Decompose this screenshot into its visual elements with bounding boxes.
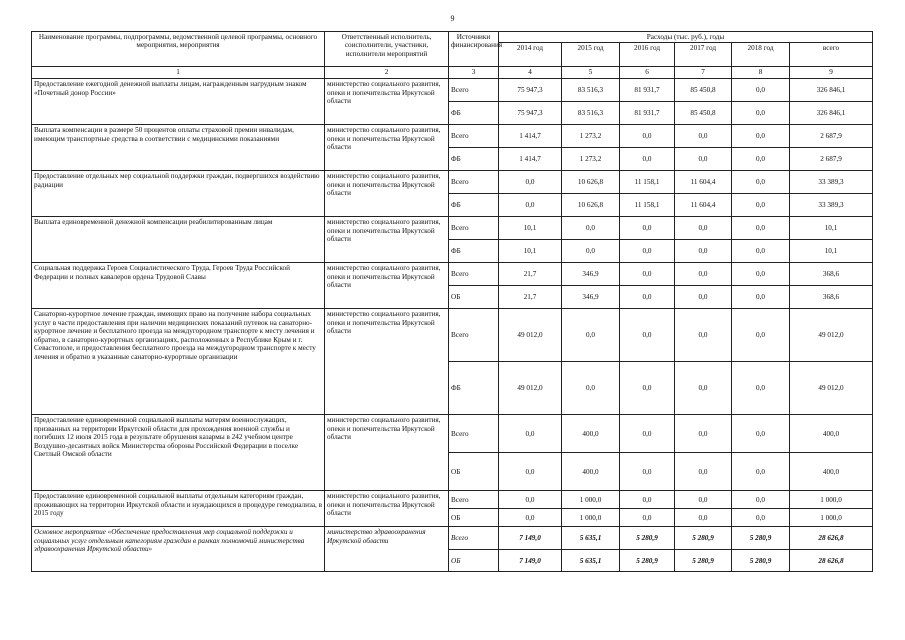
- year-value: 49 012,0: [499, 309, 562, 362]
- year-value: 0,0: [499, 453, 562, 491]
- year-value: 0,0: [499, 491, 562, 509]
- year-value: 400,0: [562, 415, 620, 453]
- year-value: 1 000,0: [562, 491, 620, 509]
- measure-name: Выплата компенсации в размере 50 процентов оплаты страховой премии инвалидам, имеющим транспортные средства в соответствии с медицинскими показаниями: [32, 125, 325, 171]
- total-value: 368,6: [790, 263, 873, 286]
- year-value: 0,0: [675, 263, 732, 286]
- table-row: [32, 415, 873, 453]
- year-value: 0,0: [562, 309, 620, 362]
- funding-source: Всего: [449, 217, 499, 240]
- funding-source: ОБ: [449, 286, 499, 309]
- total-value: 10,1: [790, 217, 873, 240]
- measure-name: Выплата единовременной денежной компенсации реабилитированным лицам: [32, 217, 325, 263]
- year-value: 0,0: [562, 362, 620, 415]
- year-value: 0,0: [732, 102, 790, 125]
- year-value: 0,0: [732, 286, 790, 309]
- measure-name: Социальная поддержка Героев Социалистического Труда, Героев Труда Российской Федерации и полных кавалеров ордена Трудовой Славы: [32, 263, 325, 309]
- table-row: [32, 527, 873, 550]
- column-number: 3: [449, 67, 499, 79]
- year-value: 5 280,9: [732, 527, 790, 550]
- year-value: 0,0: [732, 217, 790, 240]
- year-value: 0,0: [732, 79, 790, 102]
- year-value: 1 414,7: [499, 125, 562, 148]
- year-value: 0,0: [620, 362, 675, 415]
- measure-name: Предоставление ежегодной денежной выплаты лицам, награжденным нагрудным знаком «Почетный донор России»: [32, 79, 325, 125]
- year-value: 0,0: [620, 491, 675, 509]
- year-value: 0,0: [732, 240, 790, 263]
- table-row: [32, 491, 873, 509]
- year-value: 0,0: [620, 240, 675, 263]
- funding-source: ФБ: [449, 148, 499, 171]
- measure-name: Предоставление отдельных мер социальной поддержки граждан, подвергшихся воздействию радиации: [32, 171, 325, 217]
- funding-source: Всего: [449, 125, 499, 148]
- table-row: [32, 263, 873, 286]
- year-value: 75 947,3: [499, 102, 562, 125]
- year-value: 0,0: [675, 240, 732, 263]
- total-value: 10,1: [790, 240, 873, 263]
- year-value: 0,0: [620, 217, 675, 240]
- column-number: 9: [790, 67, 873, 79]
- total-value: 326 846,1: [790, 79, 873, 102]
- executor: министерство социального развития, опеки и попечительства Иркутской области: [325, 79, 449, 125]
- page-number: 9: [450, 14, 455, 23]
- year-value: 10,1: [499, 217, 562, 240]
- year-value: 21,7: [499, 286, 562, 309]
- funding-source: ОБ: [449, 550, 499, 572]
- header-name: Наименование программы, подпрограммы, ведомственной целевой программы, основного мероприятия, мероприятия: [32, 32, 325, 67]
- year-value: 11 158,1: [620, 194, 675, 217]
- measure-name: Основное мероприятие «Обеспечение предоставления мер социальной поддержки и социальных услуг отдельным категориям граждан в рамках полномочий министерства здравоохранения Иркутской области»: [32, 527, 325, 572]
- funding-source: ФБ: [449, 240, 499, 263]
- column-number: 2: [325, 67, 449, 79]
- year-value: 0,0: [675, 125, 732, 148]
- year-value: 10,1: [499, 240, 562, 263]
- header-year: 2014 год: [499, 43, 562, 67]
- year-value: 0,0: [620, 125, 675, 148]
- year-value: 0,0: [620, 453, 675, 491]
- executor: министерство социального развития, опеки и попечительства Иркутской области: [325, 491, 449, 527]
- year-value: 1 273,2: [562, 148, 620, 171]
- year-value: 11 604,4: [675, 194, 732, 217]
- year-value: 0,0: [732, 491, 790, 509]
- column-number: 6: [620, 67, 675, 79]
- measure-name: Санаторно-курортное лечение граждан, имеющих право на получение набора социальных услуг в части предоставления при наличии медицинских показаний путевок на санаторно-курортное лечение и бесплатного проезда на междугородном транспорте к месту лечения и обратно, в санаторно-курортных организациях, расположенных в Республике Крым и г. Севастополе, и предоставления бесплатного проезда на междугородном транспорте к месту лечения и обратно в указанные санаторно-курортные организации: [32, 309, 325, 415]
- year-value: 1 273,2: [562, 125, 620, 148]
- year-value: 0,0: [620, 509, 675, 527]
- funding-source: Всего: [449, 309, 499, 362]
- year-value: 10 626,8: [562, 171, 620, 194]
- year-value: 5 280,9: [620, 527, 675, 550]
- column-number: 4: [499, 67, 562, 79]
- year-value: 0,0: [499, 171, 562, 194]
- year-value: 346,9: [562, 286, 620, 309]
- header-total: всего: [790, 43, 873, 67]
- year-value: 0,0: [732, 509, 790, 527]
- year-value: 0,0: [732, 453, 790, 491]
- header-year: 2018 год: [732, 43, 790, 67]
- year-value: 0,0: [620, 309, 675, 362]
- total-value: 49 012,0: [790, 309, 873, 362]
- year-value: 0,0: [620, 263, 675, 286]
- year-value: 75 947,3: [499, 79, 562, 102]
- year-value: 85 450,8: [675, 102, 732, 125]
- total-value: 400,0: [790, 415, 873, 453]
- total-value: 33 389,3: [790, 171, 873, 194]
- year-value: 0,0: [675, 286, 732, 309]
- total-value: 1 000,0: [790, 491, 873, 509]
- funding-source: ОБ: [449, 509, 499, 527]
- total-value: 28 626,8: [790, 550, 873, 572]
- year-value: 21,7: [499, 263, 562, 286]
- year-value: 0,0: [732, 263, 790, 286]
- year-value: 0,0: [620, 148, 675, 171]
- total-value: 2 687,9: [790, 125, 873, 148]
- total-value: 368,6: [790, 286, 873, 309]
- table-row: [32, 125, 873, 148]
- year-value: 0,0: [499, 194, 562, 217]
- header-year: 2016 год: [620, 43, 675, 67]
- year-value: 49 012,0: [499, 362, 562, 415]
- funding-source: ФБ: [449, 102, 499, 125]
- year-value: 85 450,8: [675, 79, 732, 102]
- executor: министерство социального развития, опеки и попечительства Иркутской области: [325, 263, 449, 309]
- executor: министерство социального развития, опеки и попечительства Иркутской области: [325, 415, 449, 491]
- year-value: 0,0: [732, 194, 790, 217]
- year-value: 5 280,9: [732, 550, 790, 572]
- executor: министерство социального развития, опеки и попечительства Иркутской области: [325, 171, 449, 217]
- total-value: 1 000,0: [790, 509, 873, 527]
- year-value: 5 280,9: [675, 527, 732, 550]
- year-value: 5 280,9: [675, 550, 732, 572]
- year-value: 83 516,3: [562, 79, 620, 102]
- year-value: 5 280,9: [620, 550, 675, 572]
- year-value: 5 635,1: [562, 550, 620, 572]
- total-value: 28 626,8: [790, 527, 873, 550]
- year-value: 400,0: [562, 453, 620, 491]
- year-value: 0,0: [675, 148, 732, 171]
- year-value: 0,0: [562, 240, 620, 263]
- total-value: 49 012,0: [790, 362, 873, 415]
- table-row: [32, 171, 873, 194]
- table-row: [32, 79, 873, 102]
- total-value: 400,0: [790, 453, 873, 491]
- year-value: 346,9: [562, 263, 620, 286]
- column-number: 1: [32, 67, 325, 79]
- year-value: 0,0: [620, 415, 675, 453]
- header-executor: Ответственный исполнитель, соисполнители, участники, исполнители мероприятий: [325, 32, 449, 67]
- measure-name: Предоставление единовременной социальной выплаты матерям военнослужащих, призванных на территории Иркутской области для прохождения военной службы и погибших 12 июля 2015 года в результате обрушения казармы в 242 учебном центре Воздушно-десантных войск Министерства обороны Российской Федерации в поселке Светлый Омской области: [32, 415, 325, 491]
- executor: министерство социального развития, опеки и попечительства Иркутской области: [325, 309, 449, 415]
- expenses-table: [31, 31, 873, 572]
- funding-source: ФБ: [449, 362, 499, 415]
- year-value: 0,0: [675, 415, 732, 453]
- year-value: 0,0: [732, 125, 790, 148]
- funding-source: Всего: [449, 79, 499, 102]
- executor: министерство здравоохранения Иркутской области: [325, 527, 449, 572]
- year-value: 7 149,0: [499, 527, 562, 550]
- year-value: 0,0: [732, 415, 790, 453]
- year-value: 0,0: [675, 362, 732, 415]
- year-value: 10 626,8: [562, 194, 620, 217]
- header-source: Источники финансирования: [449, 32, 499, 67]
- year-value: 5 635,1: [562, 527, 620, 550]
- year-value: 11 158,1: [620, 171, 675, 194]
- table-row: [32, 217, 873, 240]
- year-value: 0,0: [675, 509, 732, 527]
- year-value: 0,0: [732, 148, 790, 171]
- total-value: 33 389,3: [790, 194, 873, 217]
- total-value: 326 846,1: [790, 102, 873, 125]
- year-value: 7 149,0: [499, 550, 562, 572]
- year-value: 0,0: [499, 415, 562, 453]
- year-value: 0,0: [732, 171, 790, 194]
- measure-name: Предоставление единовременной социальной выплаты отдельным категориям граждан, проживающих на территории Иркутской области и нуждающихся в процедуре гемодиализа, в 2015 году: [32, 491, 325, 527]
- header-year: 2017 год: [675, 43, 732, 67]
- year-value: 1 000,0: [562, 509, 620, 527]
- table-row: [32, 309, 873, 362]
- year-value: 0,0: [732, 362, 790, 415]
- year-value: 83 516,3: [562, 102, 620, 125]
- funding-source: Всего: [449, 491, 499, 509]
- year-value: 0,0: [562, 217, 620, 240]
- year-value: 0,0: [620, 286, 675, 309]
- year-value: 1 414,7: [499, 148, 562, 171]
- year-value: 0,0: [675, 309, 732, 362]
- funding-source: Всего: [449, 171, 499, 194]
- column-number: 5: [562, 67, 620, 79]
- year-value: 0,0: [732, 309, 790, 362]
- column-number: 8: [732, 67, 790, 79]
- funding-source: ОБ: [449, 453, 499, 491]
- year-value: 0,0: [675, 491, 732, 509]
- year-value: 81 931,7: [620, 102, 675, 125]
- year-value: 11 604,4: [675, 171, 732, 194]
- funding-source: Всего: [449, 527, 499, 550]
- year-value: 81 931,7: [620, 79, 675, 102]
- funding-source: Всего: [449, 415, 499, 453]
- executor: министерство социального развития, опеки и попечительства Иркутской области: [325, 125, 449, 171]
- header-expenses: Расходы (тыс. руб.), годы: [499, 32, 873, 43]
- column-number: 7: [675, 67, 732, 79]
- year-value: 0,0: [675, 453, 732, 491]
- header-year: 2015 год: [562, 43, 620, 67]
- total-value: 2 687,9: [790, 148, 873, 171]
- funding-source: ФБ: [449, 194, 499, 217]
- year-value: 0,0: [675, 217, 732, 240]
- table-body: [32, 79, 873, 572]
- funding-source: Всего: [449, 263, 499, 286]
- year-value: 0,0: [499, 509, 562, 527]
- executor: министерство социального развития, опеки и попечительства Иркутской области: [325, 217, 449, 263]
